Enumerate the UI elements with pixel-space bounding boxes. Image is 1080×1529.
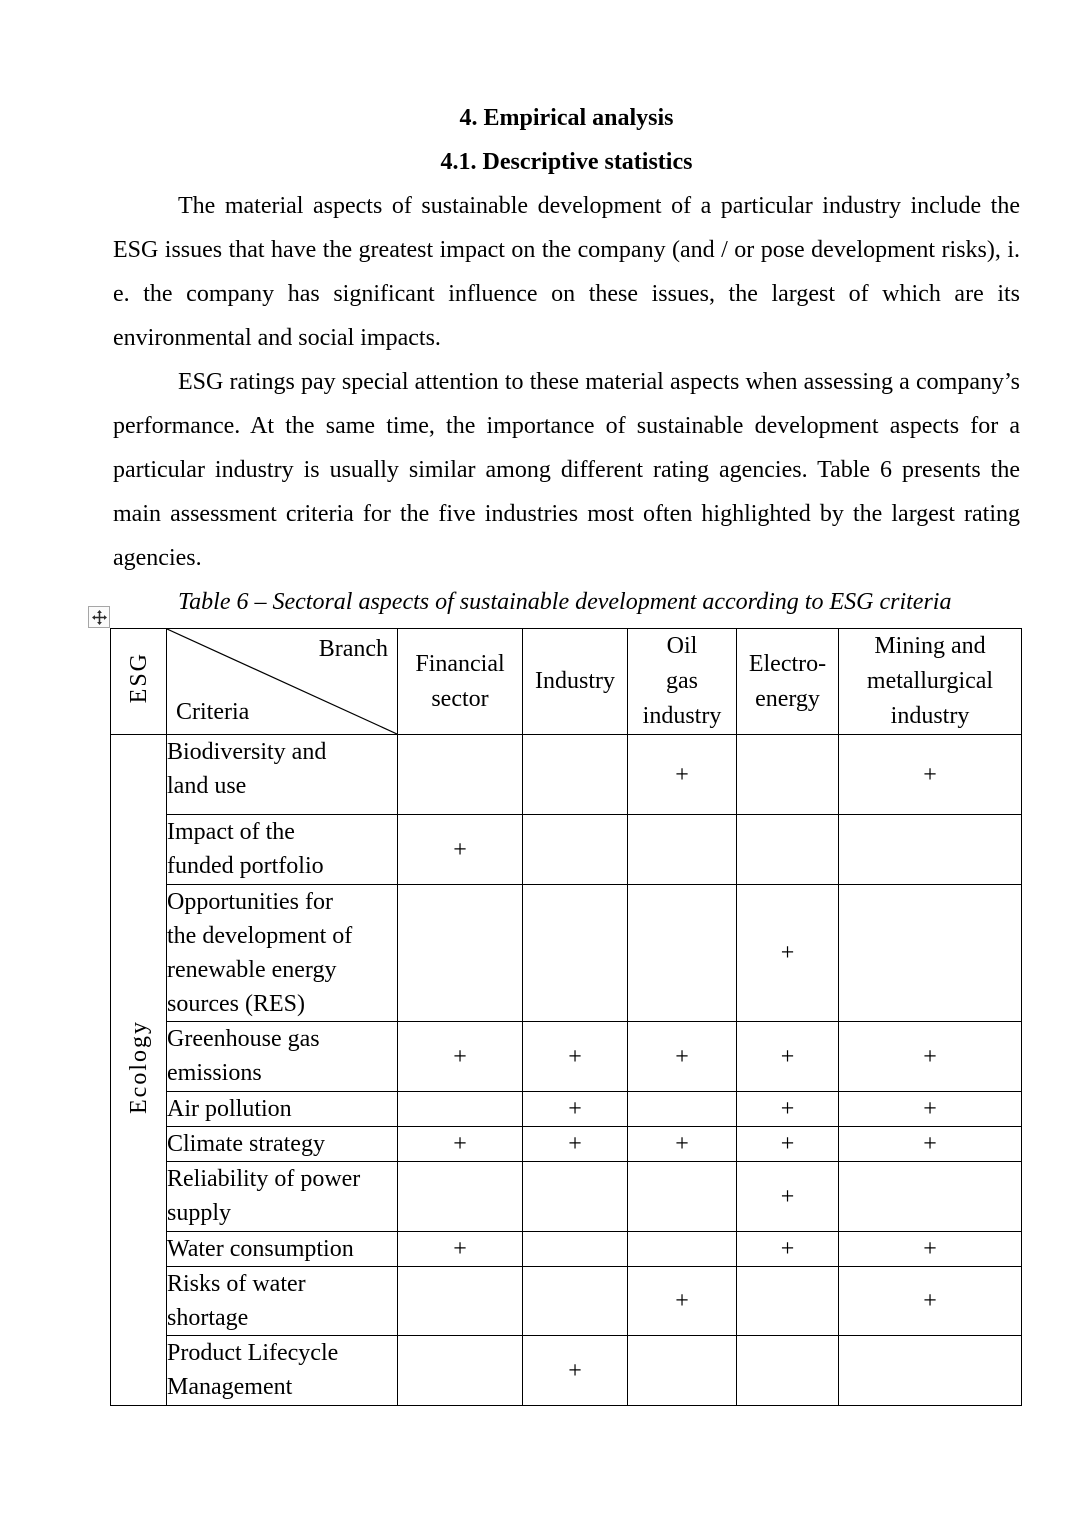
mark-cell: + [737,885,839,1022]
mark-cell [398,1336,523,1406]
mark-cell: + [523,1092,628,1127]
mark-cell [839,815,1022,885]
mark-cell [398,885,523,1022]
table-row [111,885,1022,1022]
criteria-greenhouse-gas: Greenhouse gas emissions [167,1022,398,1092]
mark-cell: + [839,1092,1022,1127]
table-row [111,815,1022,885]
corner-label-criteria: Criteria [176,699,250,725]
table-row [111,1092,1022,1127]
mark-cell: + [839,1022,1022,1092]
criteria-power-reliability: Reliability of power supply [167,1162,398,1232]
criteria-water-shortage-risks: Risks of water shortage [167,1267,398,1336]
mark-cell: + [398,1022,523,1092]
mark-cell: + [737,1127,839,1162]
mark-cell [839,1162,1022,1232]
table-row [111,1232,1022,1267]
corner-label-branch: Branch [318,636,388,662]
mark-cell [398,1267,523,1336]
mark-cell [628,1162,737,1232]
mark-cell [523,1162,628,1232]
mark-cell: + [628,1022,737,1092]
mark-cell [523,1232,628,1267]
paragraph-2: ESG ratings pay special attention to these material aspects when assessing a company’s performance. At the same time, the importance of sustainable development aspects for a particular industry is usually similar among different rating agencies. Table 6 presents the main assessment criteria for the five industries most often highlighted by the largest rating agencies. [113,369,1020,571]
ecology-group-cell [111,735,167,1406]
mark-cell [628,1092,737,1127]
mark-cell: + [737,1162,839,1232]
mark-cell: + [628,1267,737,1336]
mark-cell: + [398,1232,523,1267]
mark-cell [628,1336,737,1406]
mark-cell: + [839,1232,1022,1267]
mark-cell [523,1267,628,1336]
mark-cell: + [737,1232,839,1267]
esg-criteria-table [110,628,1022,1406]
mark-cell: + [628,735,737,815]
criteria-funded-portfolio: Impact of the funded portfolio [167,815,398,885]
subsection-heading: 4.1. Descriptive statistics [440,149,693,175]
mark-cell [839,885,1022,1022]
column-header-financial-sector: Financial sector [398,629,523,735]
table-row [111,735,1022,815]
table-row [111,1267,1022,1336]
criteria-climate-strategy: Climate strategy [167,1127,398,1162]
mark-cell [737,815,839,885]
mark-cell [398,1092,523,1127]
column-header-industry: Industry [523,629,628,735]
mark-cell [523,815,628,885]
mark-cell: + [839,1267,1022,1336]
column-header-mining-metallurgical: Mining and metallurgical industry [839,629,1022,735]
mark-cell: + [628,1127,737,1162]
mark-cell: + [839,735,1022,815]
mark-cell: + [523,1022,628,1092]
mark-cell [839,1336,1022,1406]
table-row [111,1127,1022,1162]
esg-group-label: ESG [125,652,152,704]
table-row [111,1336,1022,1406]
mark-cell [737,1267,839,1336]
corner-header-cell [167,629,398,735]
criteria-product-lifecycle: Product Lifecycle Management [167,1336,398,1406]
mark-cell: + [523,1127,628,1162]
move-arrows-icon [92,610,107,625]
mark-cell [398,735,523,815]
mark-cell: + [523,1336,628,1406]
column-header-electro-energy: Electro- energy [737,629,839,735]
table-move-handle[interactable] [88,606,110,628]
table-header-row [111,629,1022,735]
mark-cell: + [737,1022,839,1092]
criteria-biodiversity: Biodiversity and land use [167,735,398,815]
mark-cell: + [398,815,523,885]
table-row [111,1022,1022,1092]
esg-group-header-cell [111,629,167,735]
ecology-group-label: Ecology [125,1019,152,1114]
table-row [111,1162,1022,1232]
mark-cell [628,1232,737,1267]
paragraph-1: The material aspects of sustainable development of a particular industry include the ESG issues that have the greatest impact on the company (and / or pose development risks), i. e. the company has significant influence on these issues, the largest of which are its environmental and social impacts. [113,193,1020,351]
mark-cell: + [398,1127,523,1162]
mark-cell [523,735,628,815]
criteria-res-opportunities: Opportunities for the development of renewable energy sources (RES) [167,885,398,1022]
mark-cell: + [839,1127,1022,1162]
section-heading: 4. Empirical analysis [459,105,674,131]
column-header-oil-gas-industry: Oil gas industry [628,629,737,735]
table-caption: Table 6 – Sectoral aspects of sustainable development according to ESG criteria [178,589,952,615]
criteria-air-pollution: Air pollution [167,1092,398,1127]
mark-cell [398,1162,523,1232]
mark-cell [737,1336,839,1406]
mark-cell: + [737,1092,839,1127]
mark-cell [523,885,628,1022]
mark-cell [737,735,839,815]
mark-cell [628,885,737,1022]
criteria-water-consumption: Water consumption [167,1232,398,1267]
mark-cell [628,815,737,885]
